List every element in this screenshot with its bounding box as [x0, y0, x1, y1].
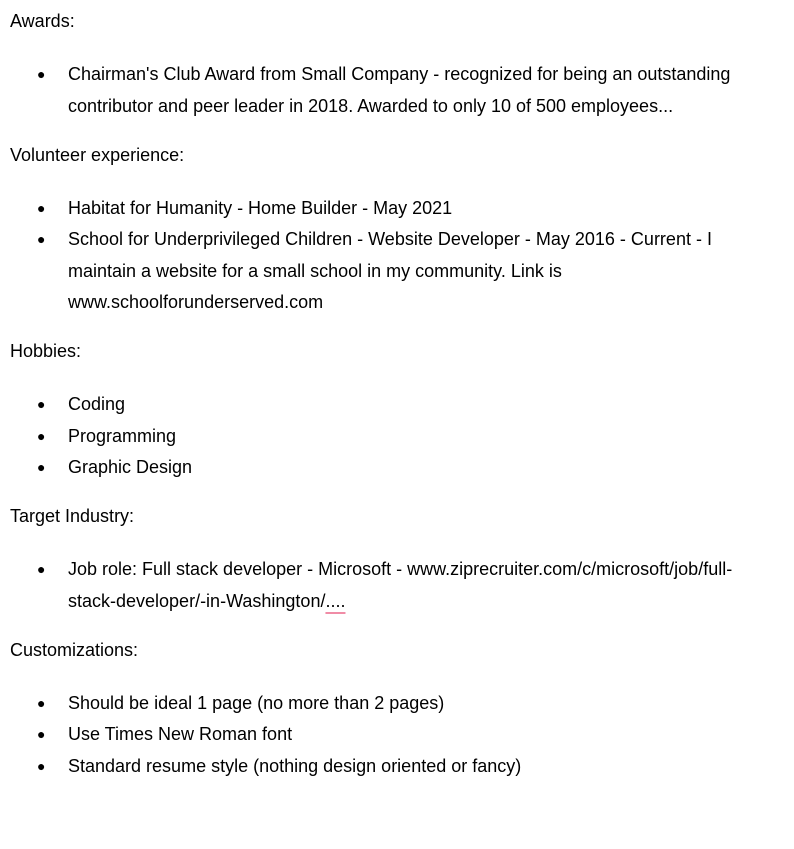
heading-volunteer: Volunteer experience:	[10, 144, 185, 165]
bullet-icon: ●	[37, 199, 46, 216]
list-item: ● Should be ideal 1 page (no more than 2 pages)	[68, 688, 780, 720]
bullet-icon: ●	[37, 459, 46, 475]
customizations-list	[10, 688, 780, 783]
bullet-icon: ●	[37, 757, 46, 774]
heading-hobbies: Hobbies:	[10, 341, 82, 361]
hobbies-list	[10, 389, 780, 484]
heading-customizations: Customizations:	[10, 639, 139, 660]
bullet-icon: ●	[37, 561, 46, 577]
spellcheck-underlined-text[interactable]: ....	[325, 590, 346, 611]
volunteer-list	[10, 193, 780, 319]
bullet-icon: ●	[37, 231, 46, 247]
list-item: ● Habitat for Humanity - Home Builder - May 2021	[68, 193, 780, 225]
list-item: ● Chairman's Club Award from Small Company - recognized for being an outstanding contributor and peer leader in 2018. Awarded to only 10 of 500 employees...	[68, 59, 780, 122]
list-item: ● Graphic Design	[68, 452, 780, 484]
bullet-icon: ●	[37, 66, 46, 82]
list-item: ● Job role: Full stack developer - Microsoft - www.ziprecruiter.com/c/microsoft/job/full-stack-developer/-in-Washington/....	[68, 554, 780, 617]
bullet-icon: ●	[37, 726, 46, 742]
awards-list	[10, 59, 780, 122]
bullet-icon: ●	[37, 427, 46, 444]
bullet-icon: ●	[37, 396, 46, 412]
heading-awards: Awards:	[10, 11, 75, 31]
list-item: ● Standard resume style (nothing design oriented or fancy)	[68, 751, 780, 783]
list-item: ● School for Underprivileged Children - Website Developer - May 2016 - Current - I maintain a website for a small school in my community. Link is www.schoolforunderserved.com	[68, 224, 780, 319]
list-item: ● Programming	[68, 421, 780, 453]
bullet-icon: ●	[37, 694, 46, 711]
list-item: ● Coding	[68, 389, 780, 421]
target-industry-list	[10, 554, 780, 617]
heading-target-industry: Target Industry:	[10, 506, 135, 526]
list-item: ● Use Times New Roman font	[68, 719, 780, 751]
